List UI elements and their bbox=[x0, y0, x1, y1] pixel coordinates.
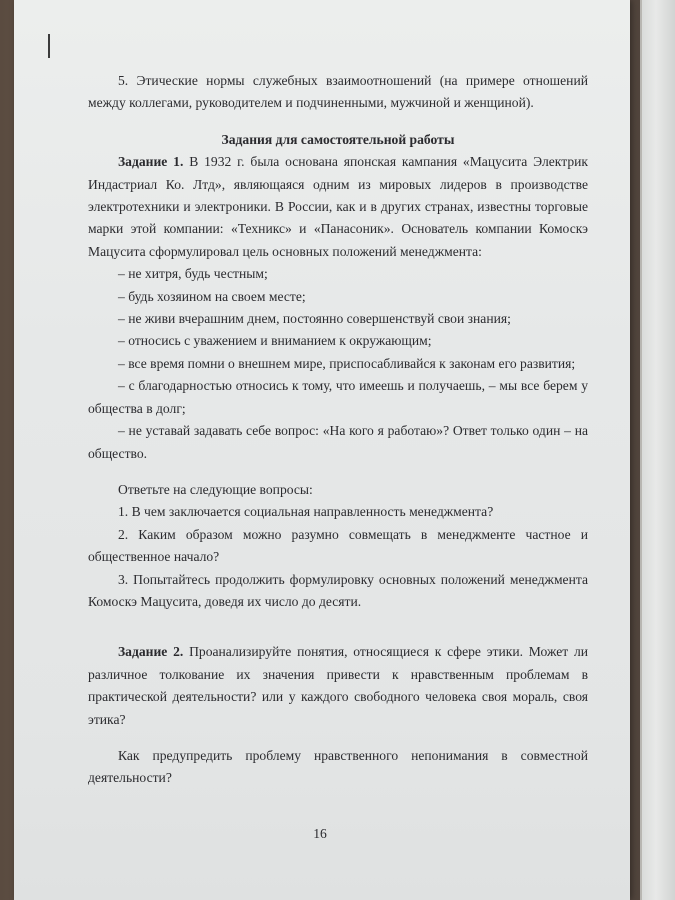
task-2-text: Проанализируйте понятия, относящиеся к сфере этики. Может ли различное толкование их значения привести к нравственным проблемам в практической деятельности? или у каждого свободного человека своя мораль, своя этика? bbox=[88, 644, 589, 727]
task-1-label: Задание 1. bbox=[118, 154, 184, 170]
principle-item: – будь хозяином на своем месте; bbox=[118, 288, 306, 304]
task-1-intro bbox=[88, 151, 588, 263]
margin-mark bbox=[48, 34, 50, 58]
question-item: 2. Каким образом можно разумно совмещать в менеджменте частное и общественное начало? bbox=[88, 526, 588, 565]
task-2-label: Задание 2. bbox=[118, 644, 184, 660]
principle-item: – не уставай задавать себе вопрос: «На кого я работаю»? Ответ только один – на общество. bbox=[88, 423, 588, 461]
task-2 bbox=[88, 641, 588, 731]
page-number: 16 bbox=[313, 826, 327, 841]
principle-item: – все время помни о внешнем мире, приспосабливайся к законам его развития; bbox=[118, 355, 576, 371]
principle-item: – не живи вчерашним днем, постоянно совершенствуй свои знания; bbox=[118, 311, 511, 327]
page-body bbox=[88, 70, 588, 790]
principle-item: – относись с уважением и вниманием к окружающим; bbox=[118, 333, 432, 349]
principle-item: – не хитря, будь честным; bbox=[118, 266, 268, 282]
principle-item: – с благодарностью относись к тому, что имеешь и получаешь, – мы все берем у общества в долг; bbox=[88, 378, 588, 416]
question-item: 3. Попытайтесь продолжить формулировку основных положений менеджмента Комоскэ Мацусита, доведя их число до десяти. bbox=[88, 571, 588, 609]
task-2-question: Как предупредить проблему нравственного непонимания в совместной деятельности? bbox=[88, 747, 588, 786]
task-1-text: В 1932 г. была основана японская кампания «Мацусита Электрик Индастриал Ко. Лтд», являющаяся одним из мировых лидеров в производстве электротехники и электроники. В России, как и в других странах, известны торговые марки этой компании: «Техникс» и «Панасоник». Основатель компании Комоскэ Мацусита сформулировал цель основных положений менеджмента: bbox=[88, 154, 588, 259]
question-item: 1. В чем заключается социальная направленность менеджмента? bbox=[118, 504, 494, 520]
item-5: 5. Этические нормы служебных взаимоотношений (на примере отношений между коллегами, руководителем и подчиненными, мужчиной и женщиной). bbox=[88, 73, 588, 111]
questions-intro: Ответьте на следующие вопросы: bbox=[118, 481, 313, 497]
adjacent-sheet bbox=[640, 0, 675, 900]
section-heading: Задания для самостоятельной работы bbox=[221, 131, 455, 147]
